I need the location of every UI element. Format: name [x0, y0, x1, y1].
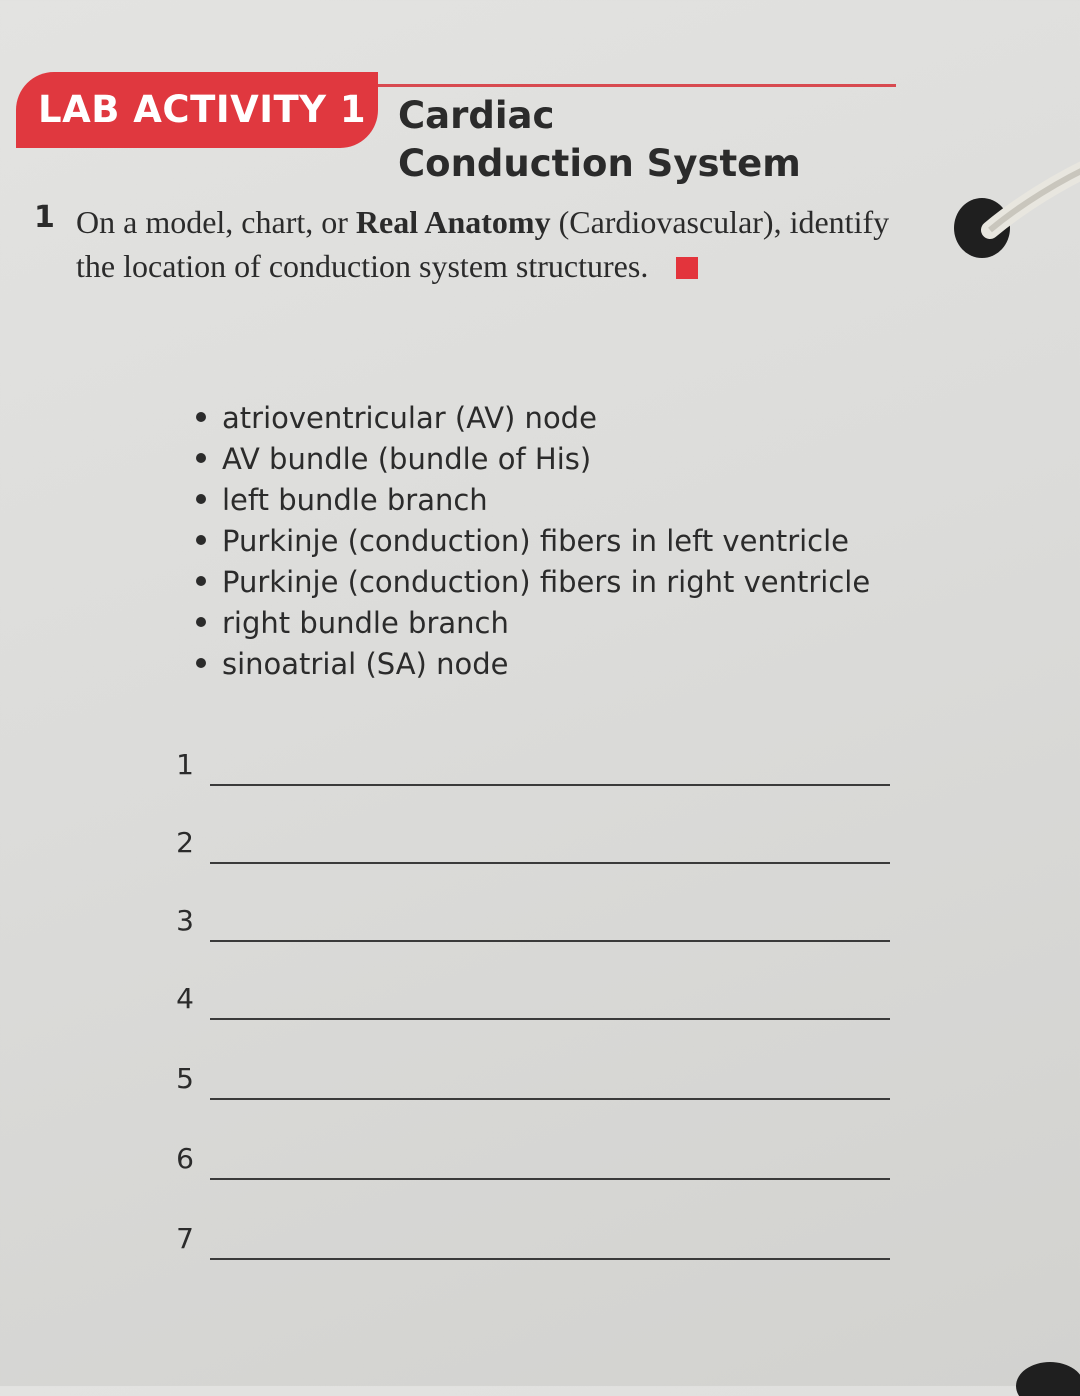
answer-number: 3: [176, 904, 194, 937]
list-item: [180, 439, 870, 480]
answer-number: 5: [176, 1062, 194, 1095]
answer-blank-3[interactable]: [210, 940, 890, 942]
instruction-text-end: (Cardiovascular), identify the location of conduction system structures.: [76, 204, 890, 284]
answer-number: 6: [176, 1142, 194, 1175]
answer-number: 7: [176, 1222, 194, 1255]
instruction-bold-text: Real Anatomy: [355, 204, 551, 240]
answer-row-7: [160, 1222, 890, 1262]
header-rule: [340, 84, 896, 87]
answer-row-6: [160, 1142, 890, 1182]
bullet-icon: [196, 453, 206, 463]
answer-blank-4[interactable]: [210, 1018, 890, 1020]
activity-title: [398, 92, 801, 188]
list-item-label: Purkinje (conduction) fibers in right ventricle: [222, 565, 871, 599]
answer-row-2: [160, 826, 890, 866]
bullet-icon: [196, 576, 206, 586]
list-item: [180, 398, 870, 439]
answer-number: 4: [176, 982, 194, 1015]
list-item: [180, 521, 870, 562]
bullet-icon: [196, 494, 206, 504]
answer-row-1: [160, 748, 890, 788]
bullet-icon: [196, 658, 206, 668]
answer-row-4: [160, 982, 890, 1022]
answer-row-5: [160, 1062, 890, 1102]
bullet-icon: [196, 617, 206, 627]
red-square-marker-icon: [676, 257, 698, 279]
list-item-label: AV bundle (bundle of His): [222, 442, 592, 476]
answer-blank-2[interactable]: [210, 862, 890, 864]
list-item-label: left bundle branch: [222, 483, 488, 517]
answer-number: 2: [176, 826, 194, 859]
binder-ring-icon: [950, 150, 1080, 260]
binder-ring-bottom-icon: [1010, 1356, 1080, 1396]
bullet-icon: [196, 412, 206, 422]
activity-title-line-2: Conduction System: [398, 142, 801, 185]
activity-title-line-1: Cardiac: [398, 94, 555, 137]
list-item-label: right bundle branch: [222, 606, 509, 640]
step-number: 1: [34, 200, 55, 235]
answer-blank-5[interactable]: [210, 1098, 890, 1100]
answer-row-3: [160, 904, 890, 944]
answer-number: 1: [176, 748, 194, 781]
lab-activity-badge: LAB ACTIVITY 1: [16, 72, 378, 148]
bullet-icon: [196, 535, 206, 545]
list-item-label: Purkinje (conduction) fibers in left ventricle: [222, 524, 850, 558]
list-item: [180, 644, 870, 685]
answer-blank-7[interactable]: [210, 1258, 890, 1260]
list-item-label: sinoatrial (SA) node: [222, 647, 509, 681]
structure-list: [180, 398, 870, 685]
list-item-label: atrioventricular (AV) node: [222, 401, 597, 435]
instruction-text-start: On a model, chart, or: [76, 204, 356, 240]
answer-blank-6[interactable]: [210, 1178, 890, 1180]
answer-blank-1[interactable]: [210, 784, 890, 786]
list-item: [180, 562, 870, 603]
list-item: [180, 603, 870, 644]
instruction-text: [76, 200, 906, 288]
list-item: [180, 480, 870, 521]
